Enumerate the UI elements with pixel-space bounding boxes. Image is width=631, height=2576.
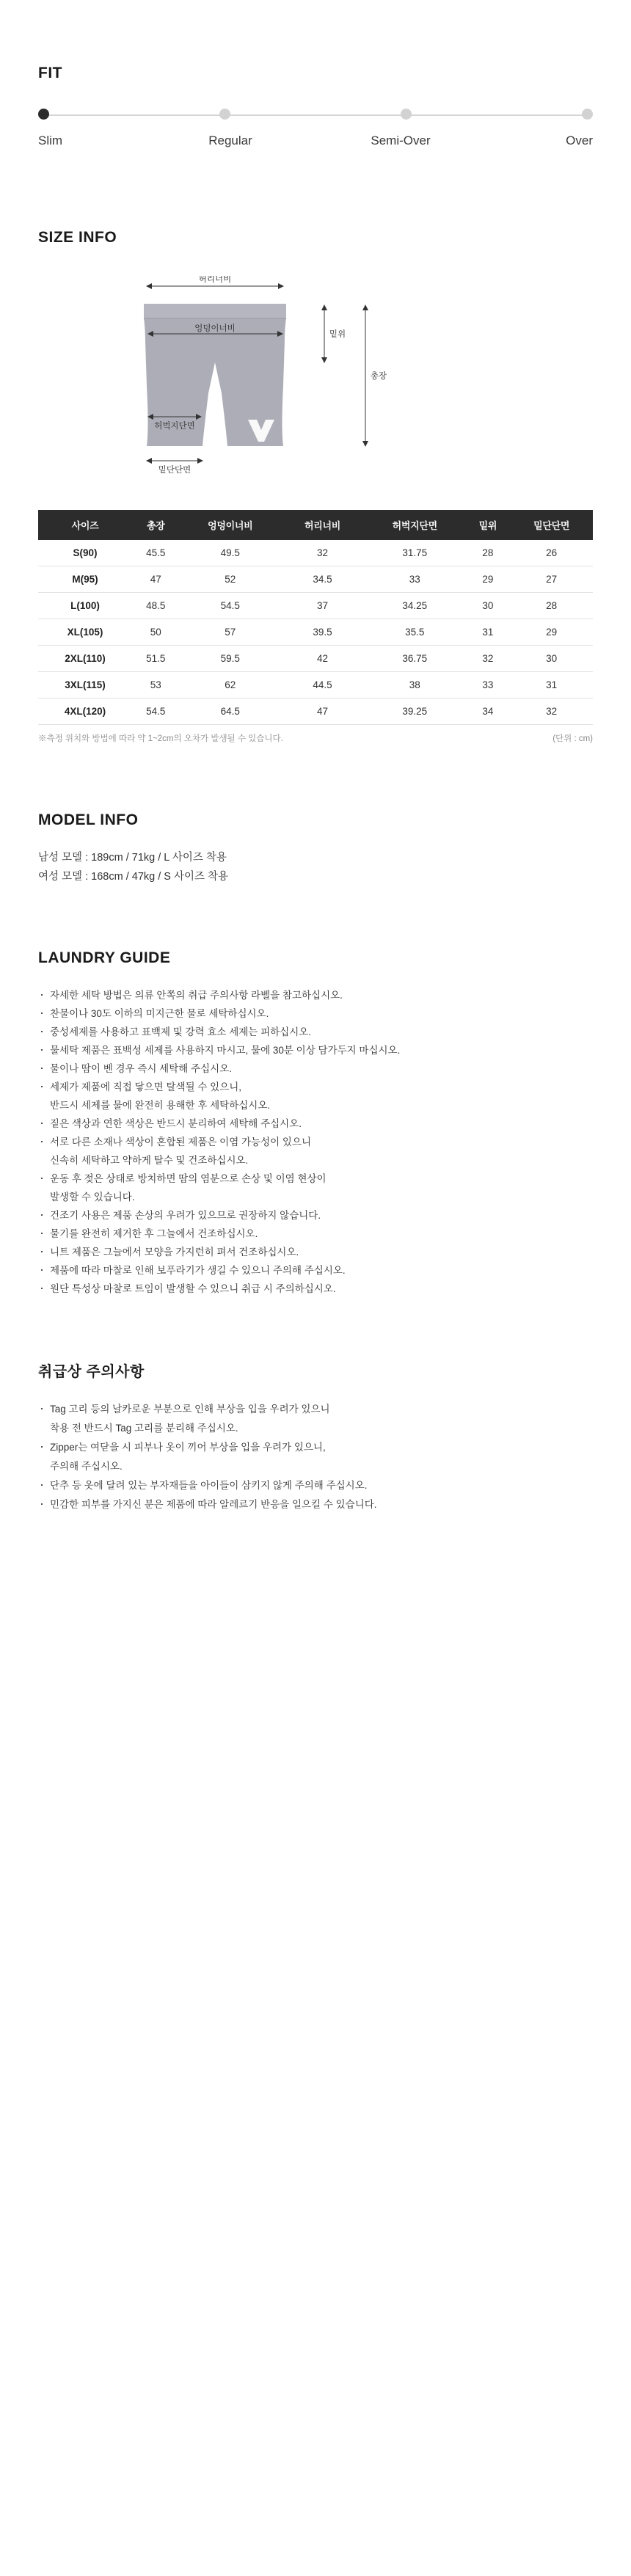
table-header-cell: 밑단단면 [510,510,593,540]
svg-text:밑단단면: 밑단단면 [158,466,192,475]
fit-dot-row [38,109,593,120]
model-info-female: 여성 모델 : 168cm / 47kg / S 사이즈 착용 [38,871,229,883]
list-item-text: 단추 등 옷에 달려 있는 부자재들을 아이들이 삼키지 않게 주의해 주십시오. [50,1480,368,1491]
list-item-text: 물이나 땀이 벤 경우 즉시 세탁해 주십시오. [50,1063,232,1074]
fit-label-semi-over: Semi-Over [371,134,431,147]
size-info-section [0,148,631,744]
list-item-text: 중성세제를 사용하고 표백제 및 강력 효소 세제는 피하십시오. [50,1026,312,1037]
table-cell: 45.5 [132,540,179,566]
table-cell: 32 [281,540,364,566]
list-item-subtext: 착용 전 반드시 Tag 고리를 분리해 주십시오. [50,1423,238,1434]
table-cell: 32 [510,698,593,725]
list-item-subtext: 반드시 세제를 물에 완전히 용해한 후 세탁하십시오. [50,1100,271,1111]
table-cell: 27 [510,566,593,593]
table-cell: 34 [466,698,511,725]
table-cell: 30 [510,646,593,672]
table-cell: 31.75 [364,540,466,566]
unit-note: (단위 : cm) [552,734,593,743]
list-item [38,1059,593,1078]
fit-title: FIT [38,65,62,81]
list-item-subtext: 주의해 주십시오. [50,1461,123,1472]
size-table [38,510,593,725]
model-info-title: MODEL INFO [38,811,139,828]
list-item-text: Zipper는 여닫을 시 피부나 옷이 끼어 부상을 입을 우려가 있으니, [50,1442,326,1453]
table-cell: M(95) [38,566,132,593]
table-cell: 48.5 [132,593,179,619]
list-item-text: 짙은 색상과 연한 색상은 반드시 분리하여 세탁해 주십시오. [50,1118,302,1129]
table-header-cell: 허벅지단면 [364,510,466,540]
list-item-text: 민감한 피부를 가지신 분은 제품에 따라 알레르기 반응을 일으킬 수 있습니다. [50,1499,377,1510]
list-item [38,1114,593,1133]
list-item [38,1261,593,1280]
table-cell: XL(105) [38,619,132,646]
table-cell: 28 [466,540,511,566]
table-cell: 33 [466,672,511,698]
table-cell: 34.5 [281,566,364,593]
table-cell: 31 [510,672,593,698]
list-item [38,1023,593,1041]
fit-dot-semi-over[interactable] [401,109,412,120]
size-table-wrap [38,510,593,725]
table-header-row [38,510,593,540]
svg-text:밑위: 밑위 [329,330,346,339]
table-header-cell: 사이즈 [38,510,132,540]
fit-dot-over[interactable] [582,109,593,120]
list-item-text: Tag 고리 등의 날카로운 부분으로 인해 부상을 입을 우려가 있으니 [50,1404,330,1415]
list-item-text: 건조기 사용은 제품 손상의 우려가 있으므로 권장하지 않습니다. [50,1210,321,1221]
list-item [38,1133,593,1170]
laundry-guide-section [0,886,631,1298]
table-cell: 38 [364,672,466,698]
table-row [38,593,593,619]
table-cell: 28 [510,593,593,619]
caution-list [38,1400,593,1514]
list-item-subtext: 발생할 수 있습니다. [50,1192,135,1203]
fit-section [0,0,631,148]
fit-scale [38,109,593,122]
list-item [38,1078,593,1114]
table-row [38,619,593,646]
table-cell: 49.5 [179,540,281,566]
fit-label-slim: Slim [38,134,63,147]
table-cell: 54.5 [132,698,179,725]
table-cell: 57 [179,619,281,646]
caution-section [0,1298,631,1558]
list-item-subtext: 신속히 세탁하고 약하게 탈수 및 건조하십시오. [50,1155,249,1166]
list-item [38,986,593,1004]
caution-title: 취급상 주의사항 [38,1364,145,1380]
list-item [38,1495,593,1514]
measurement-tolerance-note: ※측정 위치와 방법에 따라 약 1~2cm의 오차가 발생될 수 있습니다. [38,734,283,743]
svg-text:엉덩이너비: 엉덩이너비 [194,324,236,333]
table-header-cell: 밑위 [466,510,511,540]
list-item-text: 찬물이나 30도 이하의 미지근한 물로 세탁하십시오. [50,1008,269,1019]
table-cell: 51.5 [132,646,179,672]
table-cell: 33 [364,566,466,593]
table-cell: 52 [179,566,281,593]
list-item-text: 자세한 세탁 방법은 의류 안쪽의 취급 주의사항 라벨을 참고하십시오. [50,990,343,1001]
fit-dot-regular[interactable] [219,109,230,120]
table-cell: S(90) [38,540,132,566]
table-cell: 34.25 [364,593,466,619]
table-cell: 36.75 [364,646,466,672]
list-item [38,1280,593,1298]
table-cell: 26 [510,540,593,566]
table-row [38,698,593,725]
list-item [38,1476,593,1495]
table-cell: 53 [132,672,179,698]
list-item [38,1400,593,1438]
list-item [38,1243,593,1261]
list-item-text: 물기를 완전히 제거한 후 그늘에서 건조하십시오. [50,1228,258,1239]
table-cell: 42 [281,646,364,672]
table-header-cell: 총장 [132,510,179,540]
shorts-measurement-diagram [37,276,594,492]
fit-dot-slim[interactable] [38,109,49,120]
fit-label-over: Over [566,134,593,147]
list-item-text: 니트 제품은 그늘에서 모양을 가지런히 펴서 건조하십시오. [50,1247,299,1258]
fit-label-regular: Regular [208,134,252,147]
list-item [38,1170,593,1206]
model-info-lines [38,848,631,886]
list-item [38,1438,593,1476]
fit-label-row [38,134,593,148]
table-cell: 59.5 [179,646,281,672]
svg-text:허리너비: 허리너비 [198,276,232,284]
list-item-text: 물세탁 제품은 표백성 세제를 사용하지 마시고, 물에 30분 이상 담가두지 마십시오. [50,1045,401,1056]
table-cell: 35.5 [364,619,466,646]
table-cell: 29 [466,566,511,593]
table-cell: 44.5 [281,672,364,698]
table-row [38,540,593,566]
list-item-text: 서로 다른 소재나 색상이 혼합된 제품은 이염 가능성이 있으니 [50,1136,312,1147]
table-cell: 37 [281,593,364,619]
table-cell: 32 [466,646,511,672]
table-cell: 3XL(115) [38,672,132,698]
size-table-notes [38,732,593,744]
table-row [38,646,593,672]
table-header-cell: 허리너비 [281,510,364,540]
list-item [38,1041,593,1059]
table-cell: 4XL(120) [38,698,132,725]
table-row [38,566,593,593]
laundry-guide-list [38,986,593,1298]
table-cell: 29 [510,619,593,646]
table-cell: 47 [132,566,179,593]
svg-text:허벅지단면: 허벅지단면 [154,422,195,431]
table-cell: 39.5 [281,619,364,646]
table-cell: L(100) [38,593,132,619]
laundry-guide-title: LAUNDRY GUIDE [38,949,171,966]
list-item-text: 원단 특성상 마찰로 트임이 발생할 수 있으니 취급 시 주의하십시오. [50,1283,336,1294]
table-cell: 31 [466,619,511,646]
table-cell: 62 [179,672,281,698]
table-cell: 64.5 [179,698,281,725]
list-item-text: 운동 후 젖은 상태로 방치하면 땀의 염분으로 손상 및 이염 현상이 [50,1173,327,1184]
list-item-text: 제품에 따라 마찰로 인해 보푸라기가 생길 수 있으니 주의해 주십시오. [50,1265,346,1276]
table-cell: 2XL(110) [38,646,132,672]
table-cell: 30 [466,593,511,619]
table-cell: 54.5 [179,593,281,619]
table-cell: 47 [281,698,364,725]
table-header-cell: 엉덩이너비 [179,510,281,540]
list-item [38,1004,593,1023]
list-item [38,1225,593,1243]
model-info-male: 남성 모델 : 189cm / 71kg / L 사이즈 착용 [38,852,227,864]
list-item [38,1206,593,1225]
size-info-title: SIZE INFO [38,229,117,246]
model-info-section [0,744,631,886]
table-cell: 39.25 [364,698,466,725]
table-cell: 50 [132,619,179,646]
svg-text:총장: 총장 [370,372,387,381]
table-row [38,672,593,698]
list-item-text: 세제가 제품에 직접 닿으면 탈색될 수 있으니, [50,1081,241,1092]
